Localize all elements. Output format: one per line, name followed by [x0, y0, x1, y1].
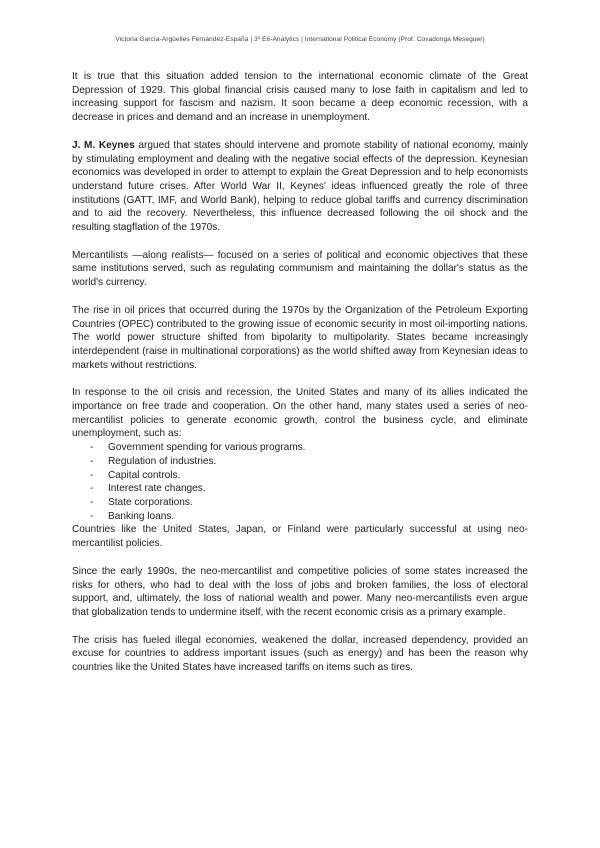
list-item: - Government spending for various programs.: [90, 442, 306, 454]
paragraph-crisis-effects: The crisis has fueled illegal economies, weakened the dollar, increased dependency, provided an excuse for countries to address important issues (such as energy) and has been the reason why countries like the United States have increased tariffs on items such as tires.: [72, 634, 528, 674]
paragraph-keynes-text: argued that states should intervene and promote stability of national economy, mainly by stimulating employment and dealing with the negative social effects of the depression. Keynesian economics was developed in order to attempt to explain the Great Depression and to help economists understand future crises. After World War II, Keynes' ideas influenced greatly the role of three institutions (GATT, IMF, and World Bank), helping to reduce global tariffs and currency discrimination and to aid the recovery. Nevertheless, this influence decreased following the oil shock and the resulting stagflation of the 1970s.: [72, 139, 528, 234]
list-dash: -: [90, 510, 94, 522]
list-dash: -: [90, 469, 94, 481]
list-item: - Interest rate changes.: [90, 483, 206, 495]
paragraph-mercantilists: Mercantilists —along realists— focused on a series of political and economic objectives that these same institutions served, such as regulating communism and maintaining the dollar's status as the world's currency.: [72, 249, 528, 289]
paragraph-1990s-policies: Since the early 1990s, the neo-mercantilist and competitive policies of some states increased the risks for others, who had to deal with the loss of jobs and broken families, the loss of electoral support, and, ultimately, the loss of national wealth and power. Many neo-mercantilists even argue that globalization tends to undermine itself, with the recent economic crisis as a primary example.: [72, 565, 528, 618]
list-item: - State corporations.: [90, 496, 193, 508]
list-dash: -: [90, 496, 94, 508]
list-item: - Regulation of industries.: [90, 455, 217, 467]
running-header: Victoria García-Argüelles Fernández-España | 3º E6-Analytics | International Political Economy (Prof. Covadonga Meseguer): [115, 36, 485, 43]
paragraph-successful-countries: Countries like the United States, Japan, or Finland were particularly successful at using neo-mercantilist policies.: [72, 524, 528, 550]
document-body: [72, 70, 528, 689]
paragraph-great-depression: It is true that this situation added tension to the international economic climate of the Great Depression of 1929. This global financial crisis caused many to lose faith in capitalism and led to increasing support for fascism and nazism. It soon became a deep economic recession, with a decrease in prices and demand and an increase in unemployment.: [72, 71, 528, 124]
paragraph-oil-crisis-response: In response to the oil crisis and recession, the United States and many of its allies indicated the importance on free trade and cooperation. On the other hand, many states used a series of neo-mercantilist policies to generate economic growth, control the business cycle, and eliminate unemployment, such as:: [72, 387, 528, 440]
paragraph-keynes: [72, 139, 528, 235]
list-dash: -: [90, 455, 94, 467]
list-item: - Banking loans.: [90, 510, 175, 522]
paragraph-oil-prices: The rise in oil prices that occurred during the 1970s by the Organization of the Petroleum Exporting Countries (OPEC) contributed to the growing issue of economic security in most oil-importing nations. The world power structure shifted from bipolarity to multipolarity. States became increasingly interdependent (raise in multinational corporations) as the world shifted away from Keynesian ideas to markets without restrictions.: [72, 304, 528, 371]
author-name-keynes: J. M. Keynes: [72, 139, 135, 151]
list-dash: -: [90, 483, 94, 495]
list-item: - Capital controls.: [90, 469, 181, 481]
neo-mercantilist-policies-list: [72, 441, 528, 523]
list-dash: -: [90, 442, 94, 454]
